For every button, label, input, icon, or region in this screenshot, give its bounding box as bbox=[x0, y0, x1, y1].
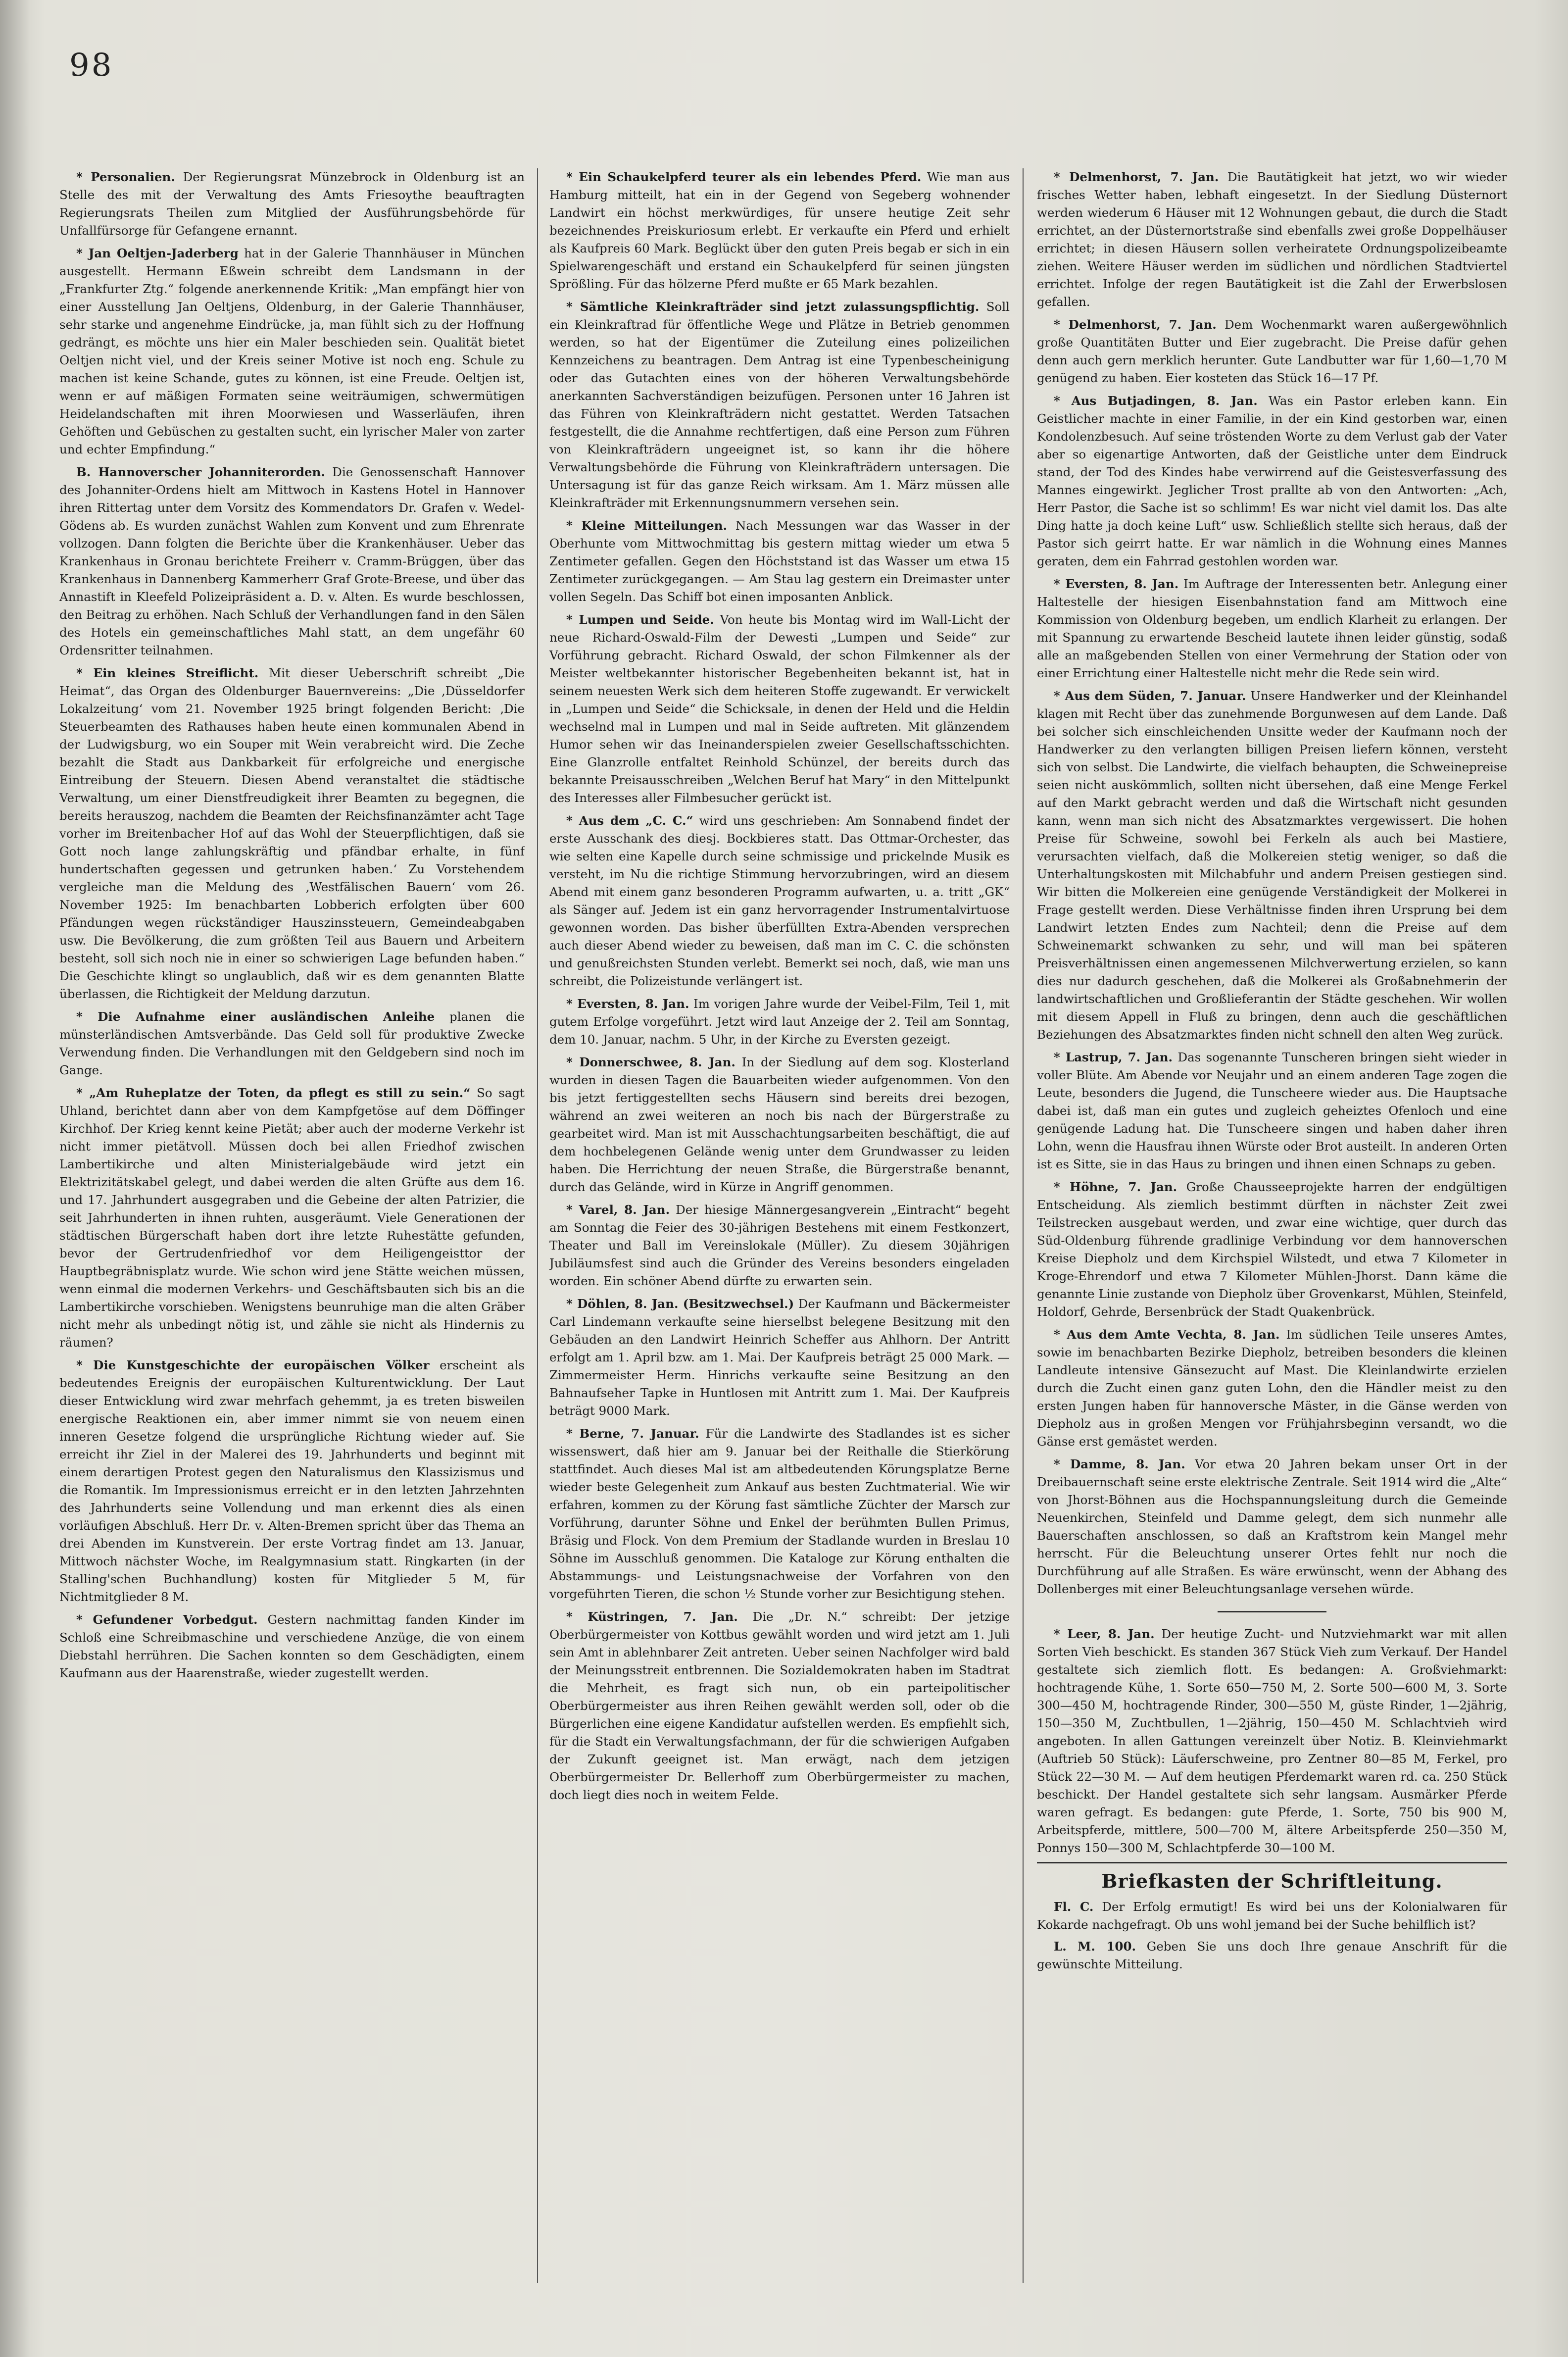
article-headline: * Döhlen, 8. Jan. (Besitzwechsel.) bbox=[566, 1297, 794, 1311]
article bbox=[549, 168, 1010, 293]
section-divider bbox=[1218, 1611, 1326, 1612]
column-right bbox=[1037, 168, 1507, 2317]
page-edge-shadow bbox=[0, 0, 30, 2357]
article-headline: * Aus dem Amte Vechta, 8. Jan. bbox=[1054, 1327, 1280, 1342]
article-headline: * Lastrup, 7. Jan. bbox=[1054, 1050, 1173, 1064]
page-number: 98 bbox=[69, 47, 114, 84]
article-body: Für die Landwirte des Stadlandes ist es sicher wissenswert, daß hier am 9. Januar bei der Reithalle die Stierkörung stattfindet. Auch dieses Mal ist am altbedeutenden Körungsplatze Berne wieder beste Gelegenheit zum Ankauf aus besten Zuchtmaterial. Wie wir erfahren, kommen zu der Körung fast sämtliche Züchter der Marsch zur Vorführung, darunter Söhne und Enkel der berühmten Bullen Primus, Bräsig und Flock. Von dem Premium der Stadlande wurden in Breslau 10 Söhne im Ausschluß genommen. Die Kataloge zur Körung enthalten die Abstammungs- und Leistungsnachweise der Vorfahren von den vorgeführten Tieren, die schon ½ Stunde vorher zur Besichtigung stehen. bbox=[549, 1426, 1010, 1601]
letter-reply bbox=[1037, 1898, 1507, 1934]
article bbox=[549, 517, 1010, 606]
article bbox=[1037, 687, 1507, 1044]
letter-recipient: Fl. C. bbox=[1054, 1900, 1094, 1914]
article-headline: * Die Aufnahme einer ausländischen Anleihe bbox=[76, 1009, 435, 1024]
article-body: Die Genossenschaft Hannover des Johanniter-Ordens hielt am Mittwoch in Kastens Hotel in Hannover ihren Rittertag unter dem Vorsitz des Kommendators Dr. Grafen v. Wedel-Gödens ab. Es wurden zunächst Wahlen zum Konvent und zum Ehrenrate vollzogen. Dann folgten die Berichte über die Krankenhäuser. Ueber das Krankenhaus in Gronau berichtete Freiherr v. Cramm-Brüggen, über das Krankenhaus in Dannenberg Kammerherr Graf Grote-Breese, und über das Annastift in Kleefeld Polizeipräsident a. D. v. Alten. Es wurde beschlossen, den Beitrag zu erhöhen. Nach Schluß der Verhandlungen fand in den Sälen des Hotels ein gemeinschaftliches Mahl statt, an dem ungefähr 60 Ordensritter teilnahmen. bbox=[59, 465, 525, 657]
article bbox=[549, 611, 1010, 807]
article-body: Im südlichen Teile unseres Amtes, sowie im benachbarten Bezirke Diepholz, betreiben besonders die kleinen Landleute intensive Gänsezucht auf Mast. Die Kleinlandwirte erzielen durch die Zucht einen ganz guten Lohn, den die Händler meist zu den ersten Jungen haben für hannoversche Mäster, in die Gänse werden von Diepholz aus in großen Mengen vor Frühjahrsbeginn versandt, wo die Gänse erst gemästet werden. bbox=[1037, 1327, 1507, 1449]
article bbox=[1037, 168, 1507, 311]
article bbox=[59, 245, 525, 458]
article bbox=[1037, 1178, 1507, 1321]
article-body: hat in der Galerie Thannhäuser in München ausgestellt. Hermann Eßwein schreibt dem Landsmann in der „Frankfurter Ztg.“ folgende anerkennende Kritik: „Man empfängt hier von einer Ausstellung Jan Oeltjens, Oldenburg, in der Galerie Thannhäuser, sehr starke und angenehme Eindrücke, ja, man fühlt sich zu der Hoffnung gedrängt, es möchte uns hier ein Maler beschieden sein. Qualität bietet Oeltjen nicht viel, und der Kreis seiner Motive ist noch eng. Schule zu machen ist keine Schande, gutes zu können, ist eine Freude. Oeltjen ist, wenn er auf mäßigen Formaten seine weiträumigen, schwermütigen Heidelandschaften mit ihren Moorwiesen und Wasserläufen, ihren Gehöften und Gebüschen zu gestalten sucht, ein lyrischer Maler von zarter und echter Empfindung.“ bbox=[59, 246, 525, 456]
article-body: So sagt Uhland, berichtet dann aber von dem Kampfgetöse auf dem Döffinger Kirchhof. Der Krieg kennt keine Pietät; aber auch der moderne Verkehr ist nicht immer pietätvoll. Müssen doch bei allen Friedhof zwischen Lambertikirche und alten Ministerialgebäude wird jetzt ein Elektrizitätskabel gelegt, und dabei werden die alten Grüfte aus dem 16. und 17. Jahrhundert ausgegraben und die Gebeine der alten Patrizier, die seit Jahrhunderten in ihnen ruhten, ausgeräumt. Viele Generationen der städtischen Bürgerschaft haben dort ihre letzte Ruhestätte gefunden, bevor der Gertrudenfriedhof vor dem Heiligengeisttor der Hauptbegräbnisplatz wurde. Wie schon wird jene Stätte weichen müssen, wenn einmal die modernen Verkehrs- und Geschäftsbauten sich bis an die Lambertikirche vorschieben. Wenigstens beunruhige man die alten Gräber nicht mehr als unbedingt nötig ist, und zähle sie nicht als Hindernis zu räumen? bbox=[59, 1086, 525, 1350]
column-divider bbox=[537, 168, 538, 2283]
article bbox=[549, 1295, 1010, 1420]
article bbox=[1037, 1455, 1507, 1598]
article-headline: * Die Kunstgeschichte der europäischen Völker bbox=[76, 1358, 430, 1372]
article bbox=[1037, 575, 1507, 682]
market-report bbox=[1037, 1625, 1507, 1857]
article-body: Der Kaufmann und Bäckermeister Carl Lindemann verkaufte seine hierselbst belegene Besitzung mit den Gebäuden an den Landwirt Heinrich Scheffer aus Ahlhorn. Der Antritt erfolgt am 1. April bzw. am 1. Mai. Der Kaufpreis beträgt 25 000 Mark. — Zimmermeister Herm. Hinrichs verkaufte seine Besitzung an den Bahnaufseher Tapke in Huntlosen mit Antritt zum 1. Mai. Der Kaufpreis beträgt 9000 Mark. bbox=[549, 1297, 1010, 1418]
article-headline: * Varel, 8. Jan. bbox=[566, 1203, 670, 1217]
article-headline: * Kleine Mitteilungen. bbox=[566, 518, 728, 533]
article bbox=[549, 298, 1010, 512]
article bbox=[59, 1356, 525, 1606]
article bbox=[549, 1201, 1010, 1290]
article-headline: * Jan Oeltjen-Jaderberg bbox=[76, 246, 239, 260]
article bbox=[1037, 1049, 1507, 1173]
article-body: erscheint als bedeutendes Ereignis der europäischen Kulturentwicklung. Der Laut dieser Entwicklung wird zwar mehrfach gehemmt, ja es treten bisweilen energische Reaktionen ein, aber immer nimmt sie von neuem einen inneren Gesetze folgend die ursprüngliche Richtung wieder auf. Sie erreicht ihr Ziel in der Malerei des 19. Jahrhunderts und beginnt mit einem derartigen Protest gegen den Naturalismus den Klassizismus und die Romantik. Im Impressionismus erreicht er in den letzten Jahrzehnten des Jahrhunderts seine Vollendung und man erkennt dies als einen vorläufigen Abschluß. Herr Dr. v. Alten-Bremen spricht über das Thema an drei Abenden im Kunstverein. Der erste Vortrag findet am 13. Januar, Mittwoch nächster Woche, im Realgymnasium statt. Ringkarten (in der Stalling'schen Buchhandlung) kosten für Mitglieder 5 M, für Nichtmitglieder 8 M. bbox=[59, 1358, 525, 1604]
article-headline: * Lumpen und Seide. bbox=[566, 612, 714, 627]
article-body: Was ein Pastor erleben kann. Ein Geistlicher machte in einer Familie, in der ein Kind gestorben war, einen Kondolenzbesuch. Auf seine tröstenden Worte zu dem Verlust gab der Vater aber so eigenartige Antworten, daß der Geistliche unter dem Eindruck stand, der Tod des Kindes habe verwirrend auf die Geistesverfassung des Mannes eingewirkt. Jeglicher Trost prallte ab von den Antworten: „Ach, Herr Pastor, die Sache ist so schlimm! Es war nicht viel damit los. Das alte Ding hatte ja doch keine Luft“ usw. Schließlich stellte sich heraus, daß der Pastor sich geirrt hatte. Er war nämlich in die Wohnung eines Mannes geraten, dem ein Fahrrad gestohlen worden war. bbox=[1037, 394, 1507, 568]
article-body: Vor etwa 20 Jahren bekam unser Ort in der Dreibauernschaft seine erste elektrische Zentrale. Seit 1914 wird die „Alte“ von Jhorst-Böhnen aus die Hochspannungsleitung durch die Gemeinde Neuenkirchen, Steinfeld und Damme gelegt, dem sich nunmehr alle Bauerschaften anschlossen, so daß an Kraftstrom kein Mangel mehr herrscht. Für die Beleuchtung unserer Ortes fehlt nur noch die Durchführung auf alle Straßen. Es wäre erwünscht, wenn der Abhang des Dollenberges mit einer Beleuchtungsanlage versehen würde. bbox=[1037, 1457, 1507, 1596]
article-body: Wie man aus Hamburg mitteilt, hat ein in der Gegend von Segeberg wohnender Landwirt ein höchst merkwürdiges, für unsere heutige Zeit sehr bezeichnendes Preiskuriosum erlebt. Er verkaufte ein Pferd und erhielt als Kaufpreis 60 Mark. Beglückt über den guten Preis begab er sich in ein Spielwarengeschäft und erstand ein Schaukelpferd für seinen jüngsten Sprößling. Für das hölzerne Pferd mußte er 65 Mark bezahlen. bbox=[549, 170, 1010, 291]
article-headline: * Delmenhorst, 7. Jan. bbox=[1054, 170, 1219, 184]
article bbox=[59, 1611, 525, 1682]
article-body: Der heutige Zucht- und Nutzviehmarkt war mit allen Sorten Vieh beschickt. Es standen 367 Stück Vieh zum Verkauf. Der Handel gestaltete sich ziemlich flott. Es bedangen: A. Großviehmarkt: hochtragende Kühe, 1. Sorte 650—750 M, 2. Sorte 500—600 M, 3. Sorte 300—450 M, hochtragende Rinder, 300—550 M, güste Rinder, 1—2jährig, 150—350 M, Zuchtbullen, 1—2jährig, 150—450 M. Schlachtvieh wird angeboten. In allen Gattungen vereinzelt über Notiz. B. Kleinviehmarkt (Auftrieb 50 Stück): Läuferschweine, pro Zentner 80—85 M, Ferkel, pro Stück 22—30 M. — Auf dem heutigen Pferdemarkt waren rd. ca. 250 Stück beschickt. Der Handel gestaltete sich sehr langsam. Ausmärker Pferde waren gefragt. Es bedangen: gute Pferde, 1. Sorte, 750 bis 900 M, Arbeitspferde, mittlere, 500—700 M, ältere Arbeitspferde 250—350 M, Ponnys 150—300 M, Schlachtpferde 30—100 M. bbox=[1037, 1627, 1507, 1855]
article bbox=[59, 1084, 525, 1352]
article-body: In der Siedlung auf dem sog. Klosterland wurden in diesen Tagen die Bauarbeiten wieder aufgenommen. Von den bis jetzt fertiggestellten sechs Häusern sind bereits drei bezogen, während an zwei weiteren an noch bis nach der Bürgerstraße zu gearbeitet wird. Man ist mit Ausschachtungsarbeiten beschäftigt, die auf dem hochbelegenen Gelände wenig unter dem Grundwasser zu leiden haben. Die Herrichtung der neuen Straße, die Bürgerstraße benannt, durch das Gelände, wird in Kürze in Angriff genommen. bbox=[549, 1055, 1010, 1194]
article-body: wird uns geschrieben: Am Sonnabend findet der erste Ausschank des diesj. Bockbieres statt. Das Ottmar-Orchester, das wie selten eine Kapelle durch seine schmissige und prickelnde Musik es versteht, im Nu die richtige Stimmung hervorzubringen, wird an diesem Abend mit einem ganz besonderen Programm aufwarten, u. a. tritt „GK“ als Sänger auf. Jedem ist ein ganz hervorragender Instrumentalvirtuose gewonnen worden. Das bisher überfüllten Extra-Abenden versprechen auch dieser Abend wieder zu beweisen, daß man im C. C. die schönsten und genußreichsten Stunden verlebt. Bemerkt sei noch, daß, wie man uns schreibt, die Polizeistunde verlängert ist. bbox=[549, 813, 1010, 988]
article-headline: * Aus dem Süden, 7. Januar. bbox=[1054, 689, 1246, 703]
article-body: Von heute bis Montag wird im Wall-Licht der neue Richard-Oswald-Film der Dewesti „Lumpen und Seide“ zur Vorführung gebracht. Richard Oswald, der schon Filmkenner als der Meister weltbekannter historischer Begebenheiten bekannt ist, hat in seinem neuesten Werk sich dem heiteren Stoffe zugewandt. Er verwickelt in „Lumpen und Seide“ die Schicksale, in denen der Held und die Heldin wechselnd mal in Lumpen und mal in Seide auftreten. Mit glänzendem Humor sehen wir das Ineinanderspielen zweier Gesellschaftsschichten. Eine Glanzrolle entfaltet Reinhold Schünzel, der bereits durch das bekannte Preisausschreiben „Welchen Beruf hat Mary“ in den Mittelpunkt des Interesses aller Filmbesucher gerückt ist. bbox=[549, 612, 1010, 805]
article-headline: * „Am Ruheplatze der Toten, da pflegt es still zu sein.“ bbox=[76, 1086, 471, 1100]
article-body: Die Bautätigkeit hat jetzt, wo wir wieder frisches Wetter haben, lebhaft eingesetzt. In der Siedlung Düsternort werden wiederum 6 Häuser mit 12 Wohnungen gebaut, die durch die Stadt errichtet, an der Düsternortstraße sind ebenfalls zwei große Doppelhäuser errichtet; in diesen Häusern sollen verheiratete Ordnungspolizeibeamte ziehen. Weitere Häuser werden im südlichen und nördlichen Stadtviertel errichtet. Infolge der regen Bautätigkeit ist die Zahl der Erwerbslosen gefallen. bbox=[1037, 170, 1507, 309]
article-body: Im Auftrage der Interessenten betr. Anlegung einer Haltestelle der hiesigen Eisenbahnstation fand am Mittwoch eine Kommission von Oldenburg begeben, um endlich Klarheit zu erlangen. Der mit Spannung zu erwartende Bescheid lautete ihnen leider günstig, sodaß alle an maßgebenden Stellen von einer Vermehrung der Station oder von einer Errichtung einer Haltestelle nicht mehr die Rede sein wird. bbox=[1037, 577, 1507, 680]
article-headline: B. Hannoverscher Johanniterorden. bbox=[76, 465, 325, 479]
article bbox=[59, 463, 525, 659]
article bbox=[549, 1608, 1010, 1804]
article-headline: * Aus dem „C. C.“ bbox=[566, 813, 693, 828]
article bbox=[549, 1425, 1010, 1603]
article-body: Unsere Handwerker und der Kleinhandel klagen mit Recht über das zunehmende Borgunwesen auf dem Lande. Daß bei solcher sich einschleichenden Unsitte weder der Kaufmann noch der Handwerker zu den verlangten billigen Preisen liefern können, versteht sich von selbst. Die Landwirte, die vielfach behaupten, die Schweinepreise seien nicht auskömmlich, sollten nicht übersehen, daß eine Menge Ferkel auf den Markt gebracht werden und daß die Wirtschaft nicht gesunden kann, wenn man sich nicht des Absatzmarktes vergewissert. Die hohen Preise für Schweine, sowohl bei Ferkeln als auch bei Mastiere, verursachten vielfach, daß die Molkereien stetig weniger, so daß die Unterhaltungskosten mit Milchabfuhr und andern Preisen gestiegen sind. Wir bitten die Molkereien eine genügende Verständigkeit der Molkerei in Frage gestellt werden. Diese Verhältnisse finden ihren Ursprung bei dem Landwirt letzten Endes zum Nachteil; denn die Preise auf dem Schweinemarkt schwanken zu sehr, und will man bei späteren Preisverhältnissen einen angemessenen Milchverwertung erzielen, so kann dies nur dadurch geschehen, daß die Molkerei als Großabnehmerin der landwirtschaftlichen und Großlieferantin der Städte geschehen. Wir wollen mit diesem Appell in Fluß zu bringen, denn auch die geschäftlichen Beziehungen des Absatzmarktes finden nicht schnell den alten Weg zurück. bbox=[1037, 689, 1507, 1042]
article-body: Der hiesige Männergesangverein „Eintracht“ begeht am Sonntag die Feier des 30-jährigen Bestehens mit einem Festkonzert, Theater und Ball im Vereinslokale (Müller). Zu diesem 30jährigen Jubiläumsfest sind auch die Gründer des Vereins besonders eingeladen worden. Ein schöner Abend dürfte zu erwarten sein. bbox=[549, 1203, 1010, 1288]
article-body: Gestern nachmittag fanden Kinder im Schloß eine Schreibmaschine und verschiedene Anzüge, die von einem Diebstahl herrühren. Die Sachen konnten so dem Geschädigten, einem Kaufmann aus der Haarenstraße, wieder zugestellt werden. bbox=[59, 1612, 525, 1680]
article bbox=[59, 664, 525, 1003]
article-headline: * Gefundener Vorbedgut. bbox=[76, 1612, 258, 1627]
article-body: planen die münsterländischen Amtsverbände. Das Geld soll für produktive Zwecke Verwendung finden. Die Verhandlungen mit den Geldgebern sind noch im Gange. bbox=[59, 1009, 525, 1077]
article-body: Der Regierungsrat Münzebrock in Oldenburg ist an Stelle des mit der Verwaltung des Amts Friesoythe beauftragten Regierungsrats Theilen zum Mitglied der Ausführungsbehörde für Unfallfürsorge für Gefangene ernannt. bbox=[59, 170, 525, 238]
column-divider bbox=[1023, 168, 1024, 2283]
article-body: Die „Dr. N.“ schreibt: Der jetzige Oberbürgermeister von Kottbus gewählt worden und wird jetzt am 1. Juli sein Amt in ablehnbarer Zeit antreten. Ueber seinen Nachfolger wird bald der Meinungsstreit entbrennen. Die Sozialdemokraten haben im Stadtrat die Mehrheit, es fragt sich nun, ob ein parteipolitischer Oberbürgermeister aus ihren Reihen gewählt werden soll, oder ob die Bürgerlichen eine eigene Kandidatur aufstellen werden. Es empfiehlt sich, für die Stadt ein Verwaltungsfachmann, der für die schwierigen Aufgaben der Zukunft geeignet ist. Man erwägt, nach dem jetzigen Oberbürgermeister Dr. Bellerhoff zum Oberbürgermeister zu machen, doch liegt dies noch in weitem Felde. bbox=[549, 1609, 1010, 1802]
article-headline: * Damme, 8. Jan. bbox=[1054, 1457, 1185, 1471]
article-headline: * Sämtliche Kleinkrafträder sind jetzt zulassungspflichtig. bbox=[566, 300, 980, 314]
article-body: Dem Wochenmarkt waren außergewöhnlich große Quantitäten Butter und Eier zugebracht. Die Preise dafür gehen denn auch gern merklich herunter. Gute Landbutter war für 1,60—1,70 M genügend zu haben. Eier kosteten das Stück 16—17 Pf. bbox=[1037, 317, 1507, 385]
letter-body: Geben Sie uns doch Ihre genaue Anschrift für die gewünschte Mitteilung. bbox=[1037, 1939, 1507, 1971]
article-body: Nach Messungen war das Wasser in der Oberhunte vom Mittwochmittag bis gestern mittag wieder um etwa 5 Zentimeter gefallen. Gegen den Höchststand ist das Wasser um etwa 15 Zentimeter zurückgegangen. — Am Stau lag gestern ein Dreimaster unter vollen Segeln. Das Schiff bot einen imposanten Anblick. bbox=[549, 518, 1010, 604]
article-headline: * Ein Schaukelpferd teurer als ein lebendes Pferd. bbox=[566, 170, 922, 184]
article bbox=[1037, 1326, 1507, 1451]
article-body: Große Chausseeprojekte harren der endgültigen Entscheidung. Als ziemlich bestimmt dürften in nächster Zeit zwei Teilstrecken ausgebaut werden, und zwar eine wichtige, quer durch das Süd-Oldenburg führende gradlinige Verbindung vor dem hannoverschen Kreise Diepholz und dem Kirchspiel Wilstedt, und etwa 7 Kilometer in Kroge-Ehrendorf und etwa 7 Kilometer Mühlen-Jhorst. Dann käme die genannte Linie zustande von Diepholz über Grovenkarst, Mühlen, Steinfeld, Holdorf, Gehrde, Bersenbrück der Stadt Quakenbrück. bbox=[1037, 1180, 1507, 1319]
article-body: Das sogenannte Tunscheren bringen sieht wieder in voller Blüte. Am Abende vor Neujahr und an einem anderen Tage zogen die Leute, besonders die Jugend, die Tunscheere wieder aus. Die Hauptsache dabei ist, daß man ein gutes und zugleich geheiztes Ofenloch und eine genügende Ladung hat. Die Tunscheere singen und haben daher ihren Lohn, wenn die Hausfrau ihnen Würste oder Brot austeilt. In anderen Orten ist es Sitte, sie in das Haus zu bringen und ihnen einen Schnaps zu geben. bbox=[1037, 1050, 1507, 1171]
article bbox=[549, 995, 1010, 1049]
column-left bbox=[59, 168, 525, 2317]
letter-reply bbox=[1037, 1938, 1507, 1973]
column-middle bbox=[549, 168, 1010, 2317]
letter-recipient: L. M. 100. bbox=[1054, 1939, 1136, 1954]
article-headline: * Personalien. bbox=[76, 170, 175, 184]
article-headline: * Aus Butjadingen, 8. Jan. bbox=[1054, 394, 1258, 408]
article-headline: * Leer, 8. Jan. bbox=[1054, 1627, 1155, 1641]
article bbox=[549, 812, 1010, 990]
article bbox=[59, 1008, 525, 1079]
article bbox=[1037, 392, 1507, 570]
article-headline: * Donnerschwee, 8. Jan. bbox=[566, 1055, 735, 1069]
article-body: Soll ein Kleinkraftrad für öffentliche Wege und Plätze in Betrieb genommen werden, so hat der Eigentümer die Zuteilung eines polizeilichen Kennzeichens zu beantragen. Dem Antrag ist eine Typenbescheinigung oder das Gutachten eines von der höheren Verwaltungsbehörde anerkannten Sachverständigen beizufügen. Personen unter 16 Jahren ist das Führen von Kleinkrafträdern nicht gestattet. Werden Tatsachen festgestellt, die die Annahme rechtfertigen, daß eine Person zum Führen von Kleinkrafträdern ungeeignet ist, so kann ihr die höhere Verwaltungsbehörde die Führung von Kleinkrafträdern untersagen. Die Untersagung ist für das ganze Reich wirksam. Am 1. März müssen alle Kleinkrafträder mit Erkennungsnummern versehen sein. bbox=[549, 300, 1010, 510]
article-headline: * Berne, 7. Januar. bbox=[566, 1426, 699, 1441]
article-headline: * Eversten, 8. Jan. bbox=[566, 997, 689, 1011]
article bbox=[549, 1053, 1010, 1196]
article-headline: * Delmenhorst, 7. Jan. bbox=[1054, 317, 1217, 332]
article-body: Mit dieser Ueberschrift schreibt „Die Heimat“, das Organ des Oldenburger Bauernvereins: „Die ‚Düsseldorfer Lokalzeitung‘ vom 21. November 1925 bringt folgenden Bericht: ‚Die Steuerbeamten des Rathauses haben heute einen kommunalen Abend in der Ludwigsburg, wo ein Souper mit Wein verabreicht wird. Die Zeche bezahlt die Stadt aus Dankbarkeit für erfolgreiche und energische Eintreibung der Steuern. Diesen Abend veranstaltet die städtische Verwaltung, um einer Dienstfreudigkeit ihrer Beamten zu begegnen, die bereits herauszog, nachdem die Beamten der Reichsfinanzämter acht Tage vorher im Breitenbacher Hof auf das Wohl der Steuerpflichtigen, daß sie Gott noch lange zahlungskräftig und pfändbar erhalte, in fünf hundertschaften gegessen und getrunken haben.‘ Zu Vorstehendem vergleiche man die Meldung des ‚Westfälischen Bauern‘ vom 26. November 1925: Im benachbarten Lobberich erfolgten über 600 Pfändungen wegen rückständiger Hauszinssteuern, Gemeindeabgaben usw. Die Bevölkerung, die zum größten Teil aus Bauern und Arbeitern besteht, soll sich noch nie in einer so schwierigen Lage befunden haben.“ Die Geschichte klingt so unglaublich, daß wir es dem genannten Blatte überlassen, die Richtigkeit der Meldung darzutun. bbox=[59, 666, 525, 1001]
letters-box bbox=[1037, 1862, 1507, 1973]
article bbox=[59, 168, 525, 240]
article-headline: * Küstringen, 7. Jan. bbox=[566, 1609, 738, 1624]
article-headline: * Höhne, 7. Jan. bbox=[1054, 1180, 1177, 1194]
letters-box-title: Briefkasten der Schriftleitung. bbox=[1101, 1870, 1443, 1892]
article bbox=[1037, 316, 1507, 387]
article-body: Im vorigen Jahre wurde der Veibel-Film, Teil 1, mit gutem Erfolge vorgeführt. Jetzt wird laut Anzeige der 2. Teil am Sonntag, dem 10. Januar, nachm. 5 Uhr, in der Kirche zu Eversten gezeigt. bbox=[549, 997, 1010, 1047]
article-headline: * Ein kleines Streiflicht. bbox=[76, 666, 259, 680]
letter-body: Der Erfolg ermutigt! Es wird bei uns der Kolonialwaren für Kokarde nachgefragt. Ob uns wohl jemand bei der Suche behilflich ist? bbox=[1037, 1900, 1507, 1932]
article-headline: * Eversten, 8. Jan. bbox=[1054, 577, 1179, 591]
